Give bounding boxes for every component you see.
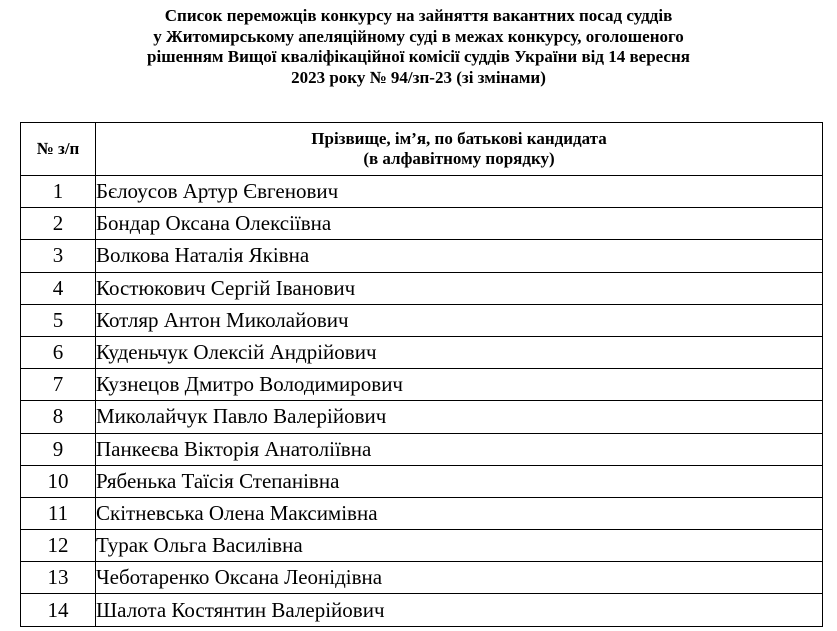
header-name-line-1: Прізвище, ім’я, по батькові кандидата xyxy=(311,129,607,148)
table-row xyxy=(21,272,823,304)
table-row xyxy=(21,208,823,240)
row-number: 11 xyxy=(21,497,96,529)
table-header-row xyxy=(21,123,823,176)
row-name: Панкеєва Вікторія Анатоліївна xyxy=(96,433,823,465)
row-number: 4 xyxy=(21,272,96,304)
winners-table xyxy=(20,122,823,627)
row-number: 14 xyxy=(21,594,96,626)
row-number: 1 xyxy=(21,176,96,208)
title-line-2: у Житомирському апеляційному суді в межах конкурсу, оголошеного xyxy=(153,26,684,46)
row-name: Миколайчук Павло Валерійович xyxy=(96,401,823,433)
row-name: Чеботаренко Оксана Леонідівна xyxy=(96,562,823,594)
row-name: Бєлоусов Артур Євгенович xyxy=(96,176,823,208)
table-row xyxy=(21,336,823,368)
title-line-4: 2023 року № 94/зп-23 (зі змінами) xyxy=(291,67,546,87)
table-row xyxy=(21,465,823,497)
row-name: Бондар Оксана Олексіївна xyxy=(96,208,823,240)
row-name: Турак Ольга Василівна xyxy=(96,530,823,562)
row-number: 9 xyxy=(21,433,96,465)
row-name: Рябенька Таїсія Степанівна xyxy=(96,465,823,497)
table-row xyxy=(21,176,823,208)
row-number: 2 xyxy=(21,208,96,240)
header-name-line-2: (в алфавітному порядку) xyxy=(363,149,555,168)
row-name: Волкова Наталія Яківна xyxy=(96,240,823,272)
table-row xyxy=(21,401,823,433)
row-number: 8 xyxy=(21,401,96,433)
document-title xyxy=(0,6,837,88)
row-number: 10 xyxy=(21,465,96,497)
row-number: 13 xyxy=(21,562,96,594)
row-name: Котляр Антон Миколайович xyxy=(96,304,823,336)
title-line-1: Список переможців конкурсу на зайняття вакантних посад суддів xyxy=(164,6,673,25)
row-number: 3 xyxy=(21,240,96,272)
header-number: № з/п xyxy=(21,123,96,176)
table-row xyxy=(21,304,823,336)
table-row xyxy=(21,562,823,594)
row-number: 5 xyxy=(21,304,96,336)
table-row xyxy=(21,369,823,401)
row-name: Куденьчук Олексій Андрійович xyxy=(96,336,823,368)
table-row xyxy=(21,594,823,626)
table-row xyxy=(21,240,823,272)
title-line-3: рішенням Вищої кваліфікаційної комісії суддів України від 14 вересня xyxy=(147,47,690,66)
table-row xyxy=(21,497,823,529)
row-name: Шалота Костянтин Валерійович xyxy=(96,594,823,626)
row-name: Скітневська Олена Максимівна xyxy=(96,497,823,529)
table-row xyxy=(21,433,823,465)
header-name xyxy=(96,123,823,176)
row-number: 12 xyxy=(21,530,96,562)
row-name: Кузнецов Дмитро Володимирович xyxy=(96,369,823,401)
row-number: 7 xyxy=(21,369,96,401)
table-row xyxy=(21,530,823,562)
row-number: 6 xyxy=(21,336,96,368)
row-name: Костюкович Сергій Іванович xyxy=(96,272,823,304)
